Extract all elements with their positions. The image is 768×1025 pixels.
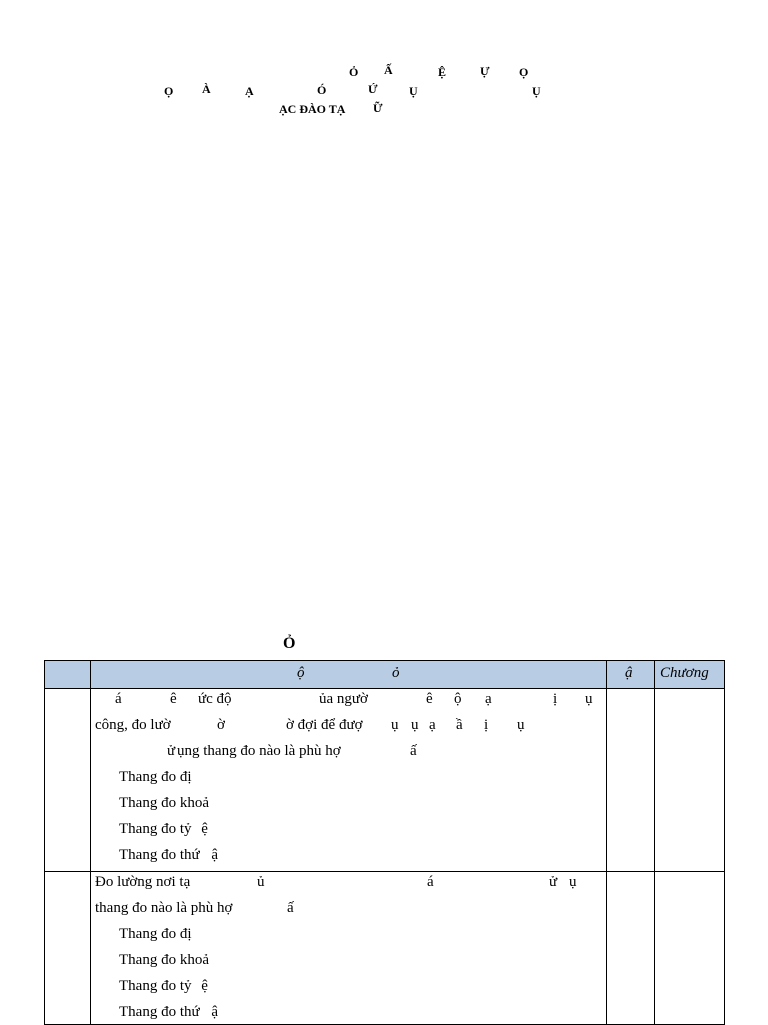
row-number-cell <box>45 872 91 1025</box>
question-fragment: á <box>427 874 434 890</box>
header-fragment: Ữ <box>373 101 383 115</box>
question-fragment: ấ <box>287 900 294 916</box>
question-fragment: ủ <box>257 874 265 890</box>
chapter-cell <box>655 689 725 872</box>
header-fragment: Ự <box>480 64 490 78</box>
answer-option-text: Thang đo thứ <box>119 847 200 863</box>
answer-option-text: Thang đo tỷ <box>119 978 192 994</box>
question-fragment: thang đo nào là phù hợ <box>95 900 233 916</box>
question-fragment: ê <box>426 691 433 707</box>
header-fragment: ẠC ĐÀO TẠ <box>279 102 346 116</box>
chapter-cell <box>655 872 725 1025</box>
question-table <box>44 660 725 1025</box>
question-fragment: ụ <box>411 717 419 733</box>
header-fragment: Ó <box>317 83 327 97</box>
question-fragment: công, đo lườ <box>95 717 171 733</box>
question-fragment: á <box>115 691 122 707</box>
column-header-chapter <box>655 661 725 689</box>
question-fragment: ụ <box>585 691 593 707</box>
column-header-fragment: Chương <box>660 665 709 681</box>
question-fragment: ử <box>167 743 176 759</box>
question-fragment: ầ <box>456 717 463 733</box>
column-header-fragment: ộ <box>297 665 305 681</box>
question-fragment: ụ <box>569 874 577 890</box>
question-fragment: ờ đợi để đượ <box>286 717 363 733</box>
header-fragment: Ọ <box>519 65 529 79</box>
column-header-fragment: ỏ <box>392 665 400 681</box>
header-fragment: Ệ <box>438 65 447 79</box>
header-fragment: Ứ <box>368 82 378 96</box>
question-cell <box>91 689 607 872</box>
column-header-fragment: ậ <box>625 665 633 681</box>
answer-option[interactable]: Thang đo đị <box>119 769 192 785</box>
question-fragment: ê <box>170 691 177 707</box>
answer-option[interactable]: Thang đo khoả <box>119 952 209 968</box>
answer-option[interactable] <box>119 978 208 995</box>
answer-option[interactable]: Thang đo đị <box>119 926 192 942</box>
section-title: Ỏ <box>283 635 296 652</box>
column-header-level <box>607 661 655 689</box>
answer-option-text: ậ <box>211 1004 219 1020</box>
header-fragment: Ấ <box>384 63 393 77</box>
question-cell <box>91 872 607 1025</box>
header-fragment: À <box>202 82 211 96</box>
answer-option[interactable]: Thang đo khoả <box>119 795 209 811</box>
column-header-content <box>91 661 607 689</box>
answer-option-text: ệ <box>201 978 208 994</box>
question-fragment: ụ <box>517 717 525 733</box>
question-fragment: ạ <box>485 691 492 707</box>
answer-option-text: ậ <box>211 847 219 863</box>
question-fragment: ộ <box>454 691 462 707</box>
row-number-cell <box>45 689 91 872</box>
column-header-stt <box>45 661 91 689</box>
question-fragment: ị <box>484 717 489 733</box>
table-row <box>45 872 725 1025</box>
question-fragment: ức độ <box>198 691 232 707</box>
answer-option[interactable] <box>119 1004 218 1021</box>
question-fragment: ị <box>553 691 558 707</box>
header-fragment: Ọ <box>164 84 174 98</box>
question-fragment: ạ <box>429 717 436 733</box>
answer-option-text: ệ <box>201 821 208 837</box>
answer-option-text: Thang đo tỷ <box>119 821 192 837</box>
header-fragment: Ỏ <box>349 65 359 79</box>
header-fragment: Ụ <box>409 84 418 98</box>
question-fragment: ủa ngườ <box>319 691 368 707</box>
answer-option-text: Thang đo thứ <box>119 1004 200 1020</box>
question-fragment: ờ <box>217 717 225 733</box>
question-fragment: ử <box>549 874 558 890</box>
header-fragment: Ạ <box>245 84 254 98</box>
table-header-row <box>45 661 725 689</box>
table-row <box>45 689 725 872</box>
answer-option[interactable] <box>119 847 218 864</box>
question-fragment: ụ <box>391 717 399 733</box>
question-fragment: Đo lường nơi tạ <box>95 874 191 890</box>
question-fragment: ấ <box>410 743 417 759</box>
question-fragment: ụng thang đo nào là phù hợ <box>177 743 341 759</box>
level-cell <box>607 872 655 1025</box>
answer-option[interactable] <box>119 821 208 838</box>
header-fragment: Ụ <box>532 84 541 98</box>
level-cell <box>607 689 655 872</box>
